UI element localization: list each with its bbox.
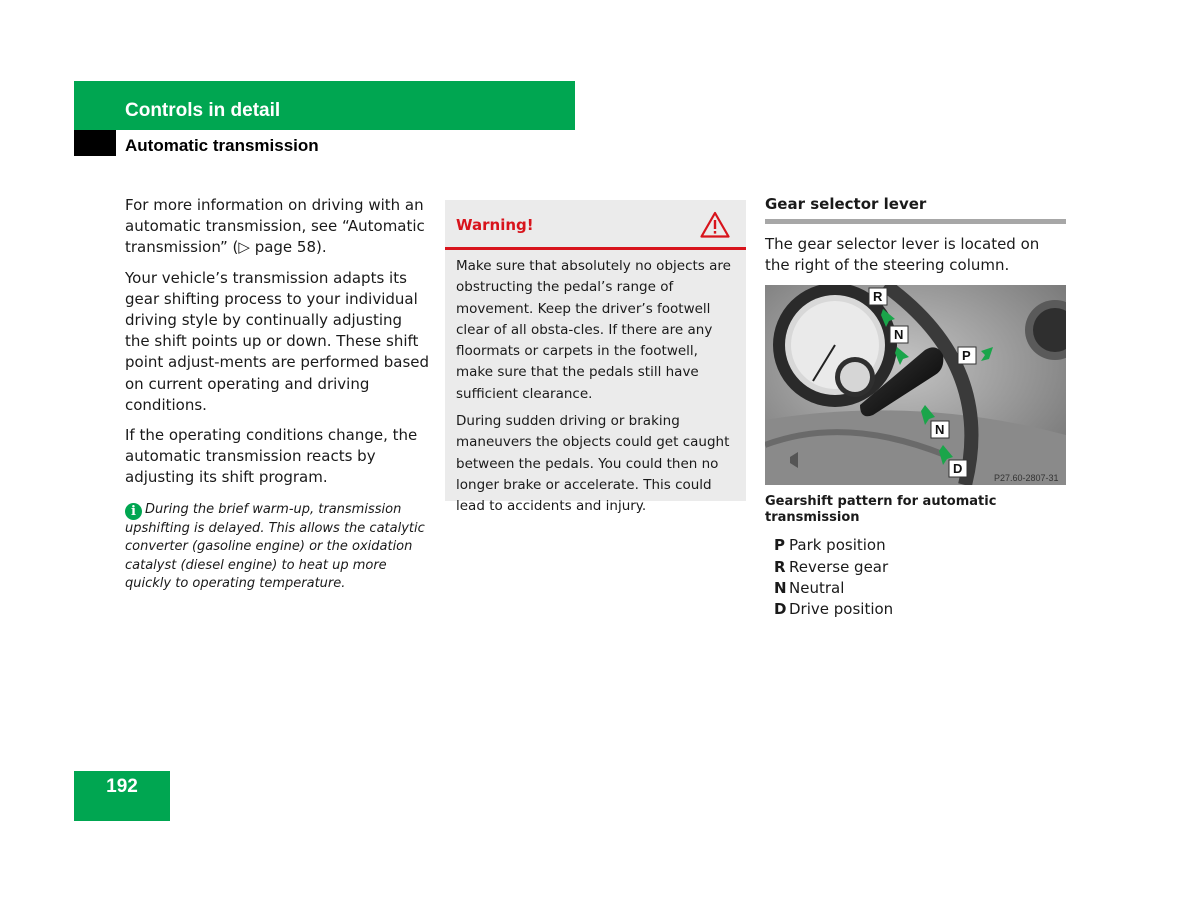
warning-paragraph-2: During sudden driving or braking maneuvers the objects could get caught between the pedals. You could then no longer brake or accelerate. This could lead to accidents and injury. xyxy=(456,413,730,515)
gear-list xyxy=(774,535,1066,620)
figure-label-d: D xyxy=(953,461,963,477)
gear-selector-description: The gear selector lever is located on the right of the steering column. xyxy=(765,235,1040,275)
gear-item-park: P Park position xyxy=(774,536,886,555)
figure-caption: Gearshift pattern for automatic transmission xyxy=(765,494,997,525)
gear-item-neutral: N Neutral xyxy=(774,578,845,597)
gear-selector-photo xyxy=(765,285,1066,485)
warning-box xyxy=(445,200,746,515)
header-marker xyxy=(74,130,116,156)
warning-triangle-icon xyxy=(700,211,730,238)
section-title: Controls in detail xyxy=(125,100,281,121)
paragraph-2: Your vehicle’s transmission adapts its gear shifting process to your individual driving style by continually adjusting the shift points up or down. These shift point adjust-ments are performed based on current operating and driving conditions. xyxy=(125,268,430,414)
info-note-text: During the brief warm-up, transmission upshifting is delayed. This allows the catalytic converter (gasoline engine) or the oxidation catalyst (diesel engine) to heat up more quickly to operating temperature. xyxy=(125,501,425,592)
warning-title: Warning! xyxy=(456,216,534,234)
figure-label-n: N xyxy=(894,327,904,343)
gear-selector-title: Gear selector lever xyxy=(765,195,1066,224)
warning-header xyxy=(445,200,746,250)
page-number: 192 xyxy=(106,776,138,797)
gear-item-reverse: R Reverse gear xyxy=(774,557,889,576)
info-icon: i xyxy=(125,503,142,520)
figure-label-p: P xyxy=(962,348,971,364)
left-column xyxy=(125,195,430,594)
subsection-title: Automatic transmission xyxy=(125,136,319,155)
warning-body xyxy=(445,250,746,518)
paragraph-1: For more information on driving with an automatic transmission, see “Automatic transmission” (▷ page 58). xyxy=(125,196,425,257)
figure-label-n-lower: N xyxy=(935,422,945,438)
page-number-box xyxy=(74,771,170,821)
figure-code: P27.60-2807-31 xyxy=(994,473,1059,484)
warning-paragraph-1: Make sure that absolutely no objects are obstructing the pedal’s range of movement. Keep the driver’s footwell clear of all obsta-cles. If there are any floormats or carpets in the footwell, make sure that the pedals still have sufficient clearance. xyxy=(456,258,731,402)
info-note xyxy=(125,501,430,594)
figure-label-r: R xyxy=(873,289,883,305)
paragraph-3: If the operating conditions change, the automatic transmission reacts by adjusting its shift program. xyxy=(125,426,418,487)
gear-item-drive: D Drive position xyxy=(774,600,894,619)
right-column xyxy=(765,195,1066,620)
gear-selector-figure xyxy=(765,285,1066,485)
